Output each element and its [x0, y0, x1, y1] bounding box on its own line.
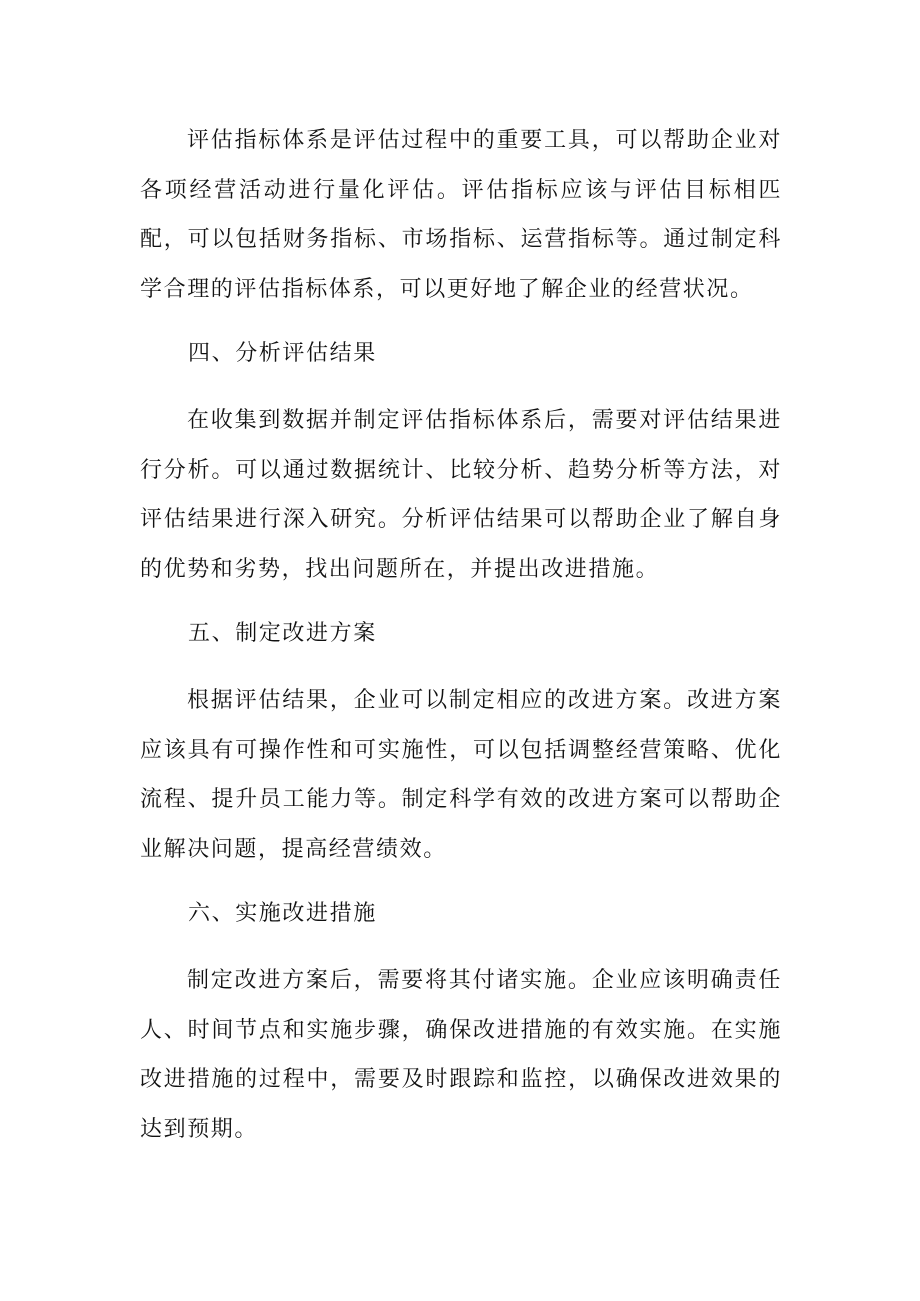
section-heading-improvement-plan: 五、制定改进方案 — [188, 621, 377, 646]
paragraph-implement-measures: 制定改进方案后，需要将其付诸实施。企业应该明确责任人、时间节点和实施步骤，确保改进措施的有效实施。在实施改进措施的过程中，需要及时跟踪和监控，以确保改进效果的达到预期。 — [140, 968, 782, 1142]
paragraph-evaluation-indicators: 评估指标体系是评估过程中的重要工具，可以帮助企业对各项经营活动进行量化评估。评估指标应该与评估目标相匹配，可以包括财务指标、市场指标、运营指标等。通过制定科学合理的评估指标体系，可以更好地了解企业的经营状况。 — [140, 128, 782, 302]
section-heading-analyze-results: 四、分析评估结果 — [188, 341, 377, 366]
section-heading-implement-measures: 六、实施改进措施 — [188, 901, 377, 926]
paragraph-improvement-plan: 根据评估结果，企业可以制定相应的改进方案。改进方案应该具有可操作性和可实施性，可以包括调整经营策略、优化流程、提升员工能力等。制定科学有效的改进方案可以帮助企业解决问题，提高经营绩效。 — [140, 688, 782, 862]
paragraph-analyze-results: 在收集到数据并制定评估指标体系后，需要对评估结果进行分析。可以通过数据统计、比较分析、趋势分析等方法，对评估结果进行深入研究。分析评估结果可以帮助企业了解自身的优势和劣势，找出问题所在，并提出改进措施。 — [140, 408, 782, 582]
